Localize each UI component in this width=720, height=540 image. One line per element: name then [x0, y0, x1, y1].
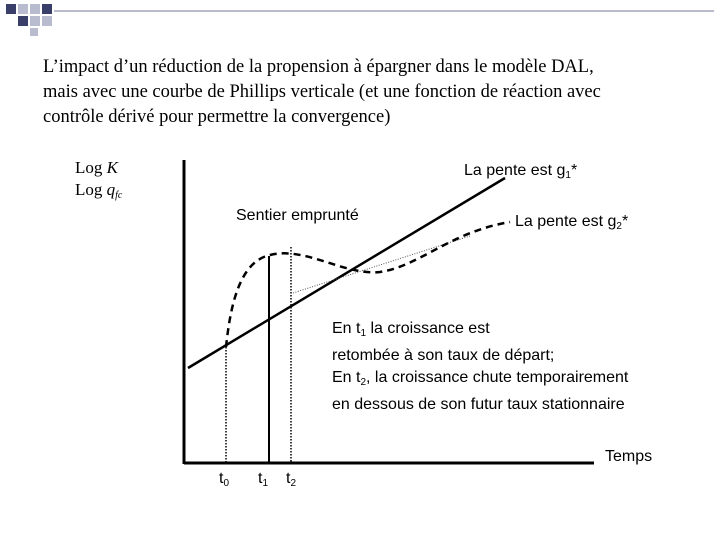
path-label: Sentier emprunté [236, 207, 359, 224]
y-label-var: K [106, 158, 118, 177]
t0-sub: 0 [223, 478, 230, 489]
t2-base: t [286, 470, 291, 487]
explanation-note [332, 318, 628, 416]
note-text: En t [332, 369, 361, 386]
t0-label [219, 470, 229, 489]
slope-g1-sub: 1 [565, 170, 571, 181]
slope-g1-star: * [570, 162, 578, 179]
slope-g2-text: La pente est g [515, 213, 617, 230]
slope-g1-label [464, 162, 577, 181]
note-line: en dessous de son futur taux stationnaire [332, 396, 625, 413]
note-text: En t [332, 320, 361, 337]
t0-base: t [219, 470, 224, 487]
t1-sub: 1 [262, 478, 269, 489]
slope-g2-star: * [621, 213, 629, 230]
slope-g2-label [515, 213, 628, 232]
title-line: mais avec une courbe de Phillips verticale (et une fonction de réaction avec [43, 82, 601, 102]
t1-label [258, 470, 268, 489]
note-sub: 2 [360, 377, 367, 388]
y-label-var: q [106, 180, 116, 199]
y-label-prefix: Log [75, 180, 107, 199]
t2-sub: 2 [290, 478, 297, 489]
note-sub: 1 [360, 328, 367, 339]
title-line: contrôle dérivé pour permettre la convergence) [43, 107, 391, 127]
t2-label [286, 470, 296, 489]
x-axis-label-time: Temps [605, 448, 653, 465]
note-line: retombée à son taux de départ; [332, 347, 555, 364]
note-text: la croissance est [366, 320, 490, 337]
y-label-prefix: Log [75, 158, 107, 177]
slope-g2-sub: 2 [616, 221, 622, 232]
note-line [332, 367, 628, 394]
note-text: , la croissance chute temporairement [366, 369, 629, 386]
title-line: L’impact d’un réduction de la propension à épargner dans le modèle DAL, [43, 57, 594, 77]
note-line [332, 318, 628, 345]
slope-g1-text: La pente est g [464, 162, 566, 179]
t1-base: t [258, 470, 263, 487]
y-label-sub: fc [115, 190, 123, 201]
